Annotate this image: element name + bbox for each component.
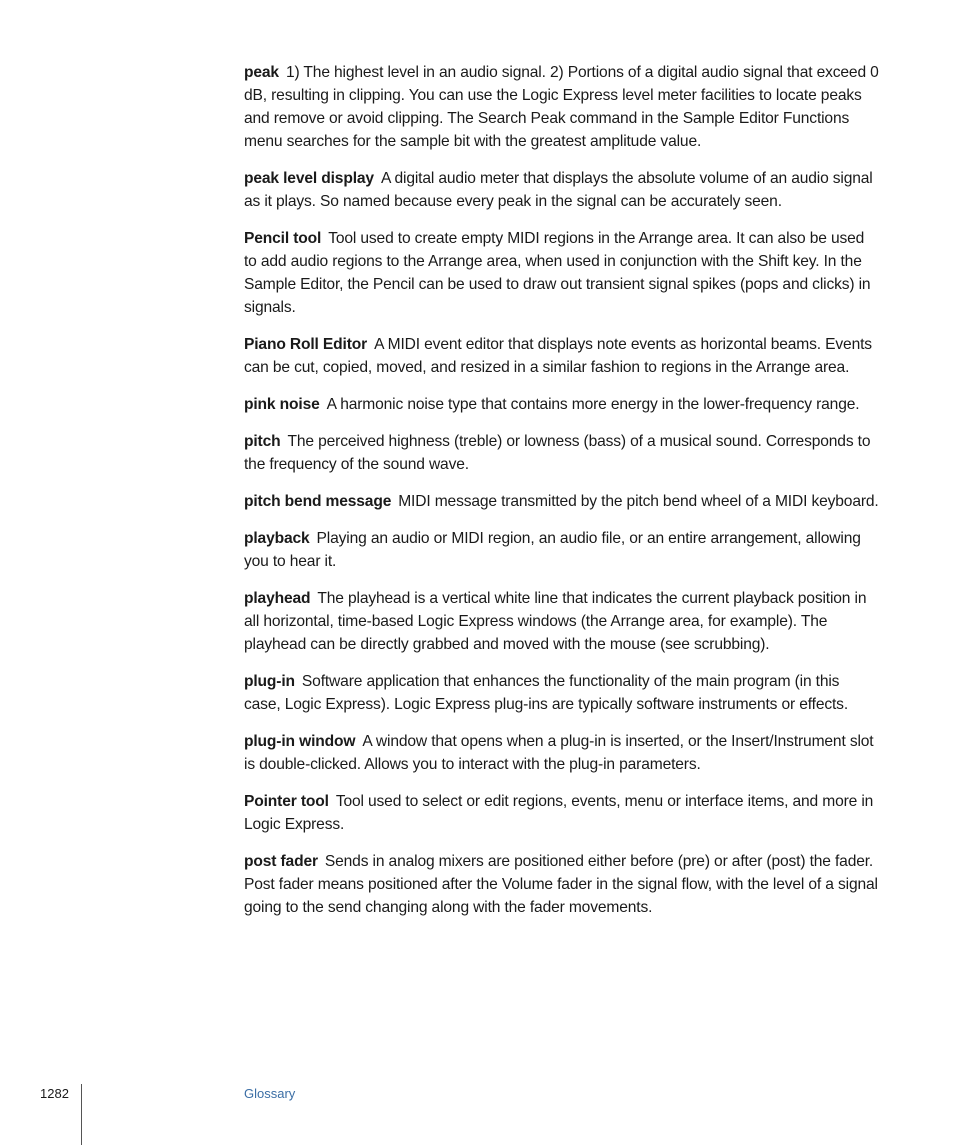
glossary-definition: A MIDI event editor that displays note events as horizontal beams. Events can be cut, copied, moved, and resized in a similar fashion to regions in the Arrange area. (244, 336, 872, 376)
glossary-definition: A digital audio meter that displays the absolute volume of an audio signal as it plays. So named because every peak in the signal can be accurately seen. (244, 170, 873, 210)
glossary-definition: Software application that enhances the functionality of the main program (in this case, Logic Express). Logic Express plug-ins are typically software instruments or effects. (244, 673, 849, 713)
glossary-definition: Tool used to select or edit regions, events, menu or interface items, and more in Logic Express. (244, 793, 874, 833)
glossary-definition: MIDI message transmitted by the pitch bend wheel of a MIDI keyboard. (398, 493, 879, 510)
glossary-entry-post-fader (244, 850, 880, 919)
glossary-definition: Playing an audio or MIDI region, an audio file, or an entire arrangement, allowing you to hear it. (244, 530, 861, 570)
glossary-definition: 1) The highest level in an audio signal. 2) Portions of a digital audio signal that exceed 0 dB, resulting in clipping. You can use the Logic Express level meter facilities to locate peaks and remove or avoid clipping. The Search Peak command in the Sample Editor Functions menu searches for the sample bit with the greatest amplitude value. (244, 64, 879, 150)
glossary-term: peak level display (244, 170, 374, 187)
glossary-entry-peak (244, 61, 880, 153)
glossary-entry-playback (244, 527, 880, 573)
glossary-term: pitch bend message (244, 493, 392, 510)
glossary-definition: The perceived highness (treble) or lowness (bass) of a musical sound. Corresponds to the frequency of the sound wave. (244, 433, 871, 473)
glossary-entry-pink-noise (244, 393, 880, 416)
glossary-term: plug-in window (244, 733, 356, 750)
glossary-term: Pointer tool (244, 793, 329, 810)
glossary-entry-pitch (244, 430, 880, 476)
glossary-term: post fader (244, 853, 318, 870)
glossary-term: playback (244, 530, 310, 547)
glossary-entry-pitch-bend-message (244, 490, 880, 513)
glossary-definition: Tool used to create empty MIDI regions in the Arrange area. It can also be used to add audio regions to the Arrange area, when used in conjunction with the Shift key. In the Sample Editor, the Pencil can be used to draw out transient signal spikes (pops and clicks) in signals. (244, 230, 871, 316)
glossary-entry-plug-in (244, 670, 880, 716)
glossary-term: pitch (244, 433, 281, 450)
glossary-term: Pencil tool (244, 230, 322, 247)
glossary-content (244, 61, 880, 933)
glossary-term: pink noise (244, 396, 320, 413)
glossary-term: plug-in (244, 673, 295, 690)
glossary-definition: A window that opens when a plug-in is inserted, or the Insert/Instrument slot is double-clicked. Allows you to interact with the plug-in parameters. (244, 733, 874, 773)
page-number: 1282 (40, 1086, 69, 1101)
glossary-term: Piano Roll Editor (244, 336, 368, 353)
glossary-entry-pencil-tool (244, 227, 880, 319)
glossary-definition: A harmonic noise type that contains more energy in the lower-frequency range. (326, 396, 860, 413)
glossary-entry-piano-roll-editor (244, 333, 880, 379)
glossary-entry-playhead (244, 587, 880, 656)
glossary-entry-plug-in-window (244, 730, 880, 776)
glossary-definition: Sends in analog mixers are positioned either before (pre) or after (post) the fader. Post fader means positioned after the Volume fader in the signal flow, with the level of a signal going to the send changing along with the fader movements. (244, 853, 878, 916)
glossary-term: playhead (244, 590, 311, 607)
glossary-entry-pointer-tool (244, 790, 880, 836)
glossary-definition: The playhead is a vertical white line that indicates the current playback position in all horizontal, time-based Logic Express windows (the Arrange area, for example). The playhead can be directly grabbed and moved with the mouse (see scrubbing). (244, 590, 867, 653)
glossary-entry-peak-level-display (244, 167, 880, 213)
footer-section-link[interactable]: Glossary (244, 1086, 296, 1101)
glossary-term: peak (244, 64, 279, 81)
footer-divider (81, 1084, 82, 1145)
